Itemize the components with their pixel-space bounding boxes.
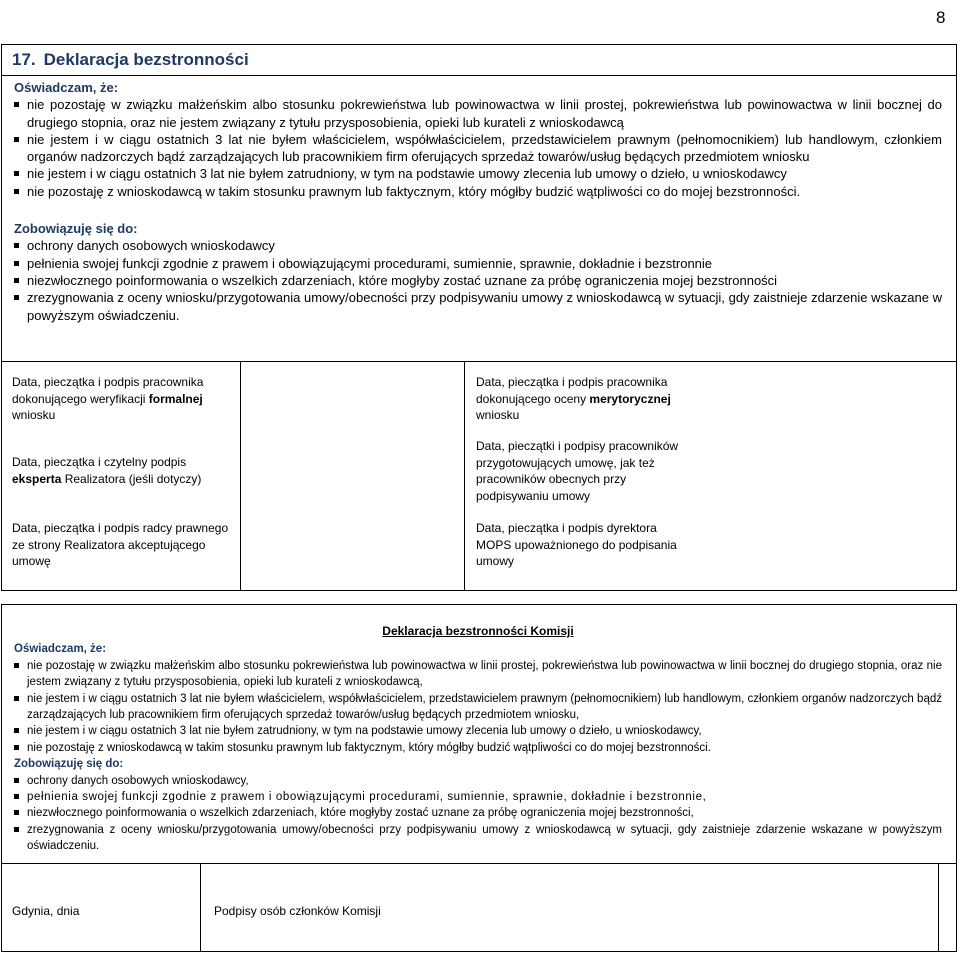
members-signature-label: Podpisy osób członków Komisji [214, 904, 381, 918]
signature-contract-preparers: Data, pieczątki i podpisy pracowników przygotowujących umowę, jak też pracowników obecnych przy podpisywaniu umowy [476, 439, 679, 503]
komisja-oblige-list [14, 773, 942, 855]
signature-text: Realizatora (jeśli dotyczy) [61, 471, 202, 486]
list-item: zrezygnowania z oceny wniosku/przygotowania umowy/obecności przy podpisywaniu umowy z wnioskodawcą w sytuacji, gdy zaistnieje zdarzenie wskazane w powyższym oświadczeniu. [14, 289, 942, 324]
komisja-declare-list [14, 658, 942, 756]
list-item: niezwłocznego poinformowania o wszelkich zdarzeniach, które mogłyby zostać uznane za próbę ograniczenia mojej bezstronności, [14, 805, 942, 821]
section-17-body [14, 79, 942, 324]
list-item: pełnienia swojej funkcji zgodnie z prawem i obowiązującymi procedurami, sumiennie, sprawnie, dokładnie i bezstronnie [14, 255, 942, 272]
list-item: ochrony danych osobowych wnioskodawcy [14, 237, 942, 254]
list-item: nie pozostaję z wnioskodawcą w takim stosunku prawnym lub faktycznym, który mógłby budzić wątpliwości co do mojej bezstronności. [14, 740, 942, 756]
komisja-declare-heading: Oświadczam, że: [14, 643, 107, 656]
signature-emphasis: formalnej [148, 391, 203, 406]
list-item: pełnienia swojej funkcji zgodnie z prawem i obowiązującymi procedurami, sumiennie, sprawnie, dokładnie i bezstronnie, [14, 789, 942, 805]
list-item: nie jestem i w ciągu ostatnich 3 lat nie byłem właścicielem, współwłaścicielem, przedstawicielem prawnym (pełnomocnikiem) lub handlowym, członkiem organów nadzorczych bądź zarządzających lub pracownikiem firm oferujących sprzedaż towarów/usług będących przedmiotem wniosku [14, 131, 942, 166]
list-item: nie pozostaję w związku małżeńskim albo stosunku pokrewieństwa lub powinowactwa w linii prostej, pokrewieństwa lub powinowactwa w linii bocznej do drugiego stopnia, oraz nie jestem związany z tytułu przysposobienia, opieki lub kurateli z wnioskodawcą [14, 96, 942, 131]
declare-list [14, 96, 942, 200]
grid-divider [200, 864, 201, 951]
section-number: 17. [12, 50, 36, 69]
list-item: zrezygnowania z oceny wniosku/przygotowania umowy/obecności przy podpisywaniu umowy z wnioskodawcą w sytuacji, gdy zaistnieje zdarzenie wskazane w powyższym oświadczeniu. [14, 822, 942, 855]
komisja-title: Deklaracja bezstronności Komisji [382, 624, 574, 638]
section-title [2, 45, 956, 76]
oblige-heading: Zobowiązuję się do: [14, 221, 138, 237]
signature-emphasis: merytorycznej [589, 391, 671, 406]
list-item: nie pozostaję w związku małżeńskim albo stosunku pokrewieństwa lub powinowactwa w linii prostej, pokrewieństwa lub powinowactwa w linii bocznej do drugiego stopnia, oraz nie jestem związany z tytułu przysposobienia, opieki lub kurateli z wnioskodawcą, [14, 658, 942, 691]
place-date-label: Gdynia, dnia [12, 904, 80, 918]
signature-expert [12, 454, 227, 487]
grid-divider [464, 362, 465, 590]
signature-merit-evaluation [476, 374, 691, 424]
signature-text: wniosku [12, 408, 56, 422]
signature-text: Data, pieczątka i podpis pracownika dokonującego weryfikacji [12, 375, 204, 406]
signature-director: Data, pieczątka i podpis dyrektora MOPS upoważnionego do podpisania umowy [476, 521, 677, 568]
list-item: nie jestem i w ciągu ostatnich 3 lat nie byłem właścicielem, współwłaścicielem, przedstawicielem prawnym (pełnomocnikiem) lub handlowym, członkiem organów nadzorczych bądź zarządzających lub pracownikiem firm oferujących sprzedaż towarów/usług będących przedmiotem wniosku, [14, 691, 942, 724]
signature-text: Data, pieczątka i czytelny podpis [12, 455, 187, 469]
komisja-oblige-heading: Zobowiązuję się do: [14, 758, 124, 771]
signature-grid [2, 361, 956, 590]
list-item: nie pozostaję z wnioskodawcą w takim stosunku prawnym lub faktycznym, który mógłby budzić wątpliwości co do mojej bezstronności. [14, 183, 942, 200]
section-title-text: Deklaracja bezstronności [43, 50, 249, 69]
oblige-list [14, 237, 942, 323]
signature-text: Data, pieczątka i podpis pracownika dokonującego oceny [476, 375, 668, 406]
list-item: nie jestem i w ciągu ostatnich 3 lat nie byłem zatrudniony, w tym na podstawie umowy zlecenia lub umowy o dzieło, u wnioskodawcy [14, 165, 942, 182]
signature-legal-counsel: Data, pieczątka i podpis radcy prawnego ze strony Realizatora akceptującego umowę [12, 521, 229, 568]
signature-formal-verification [12, 374, 227, 424]
page-number: 8 [936, 8, 946, 27]
declare-heading: Oświadczam, że: [14, 80, 119, 95]
komisja-signature-row [2, 863, 956, 951]
komisja-body [14, 623, 942, 855]
signature-text: wniosku [476, 408, 520, 422]
section-17-frame [1, 44, 957, 591]
komisja-frame [1, 604, 957, 952]
list-item: ochrony danych osobowych wnioskodawcy, [14, 773, 942, 789]
list-item: niezwłocznego poinformowania o wszelkich zdarzeniach, które mogłyby zostać uznane za próbę ograniczenia mojej bezstronności [14, 272, 942, 289]
signature-emphasis: eksperta [12, 471, 62, 486]
grid-divider [938, 864, 939, 951]
list-item: nie jestem i w ciągu ostatnich 3 lat nie byłem zatrudniony, w tym na podstawie umowy zlecenia lub umowy o dzieło, u wnioskodawcy, [14, 723, 942, 739]
grid-divider [240, 362, 241, 590]
